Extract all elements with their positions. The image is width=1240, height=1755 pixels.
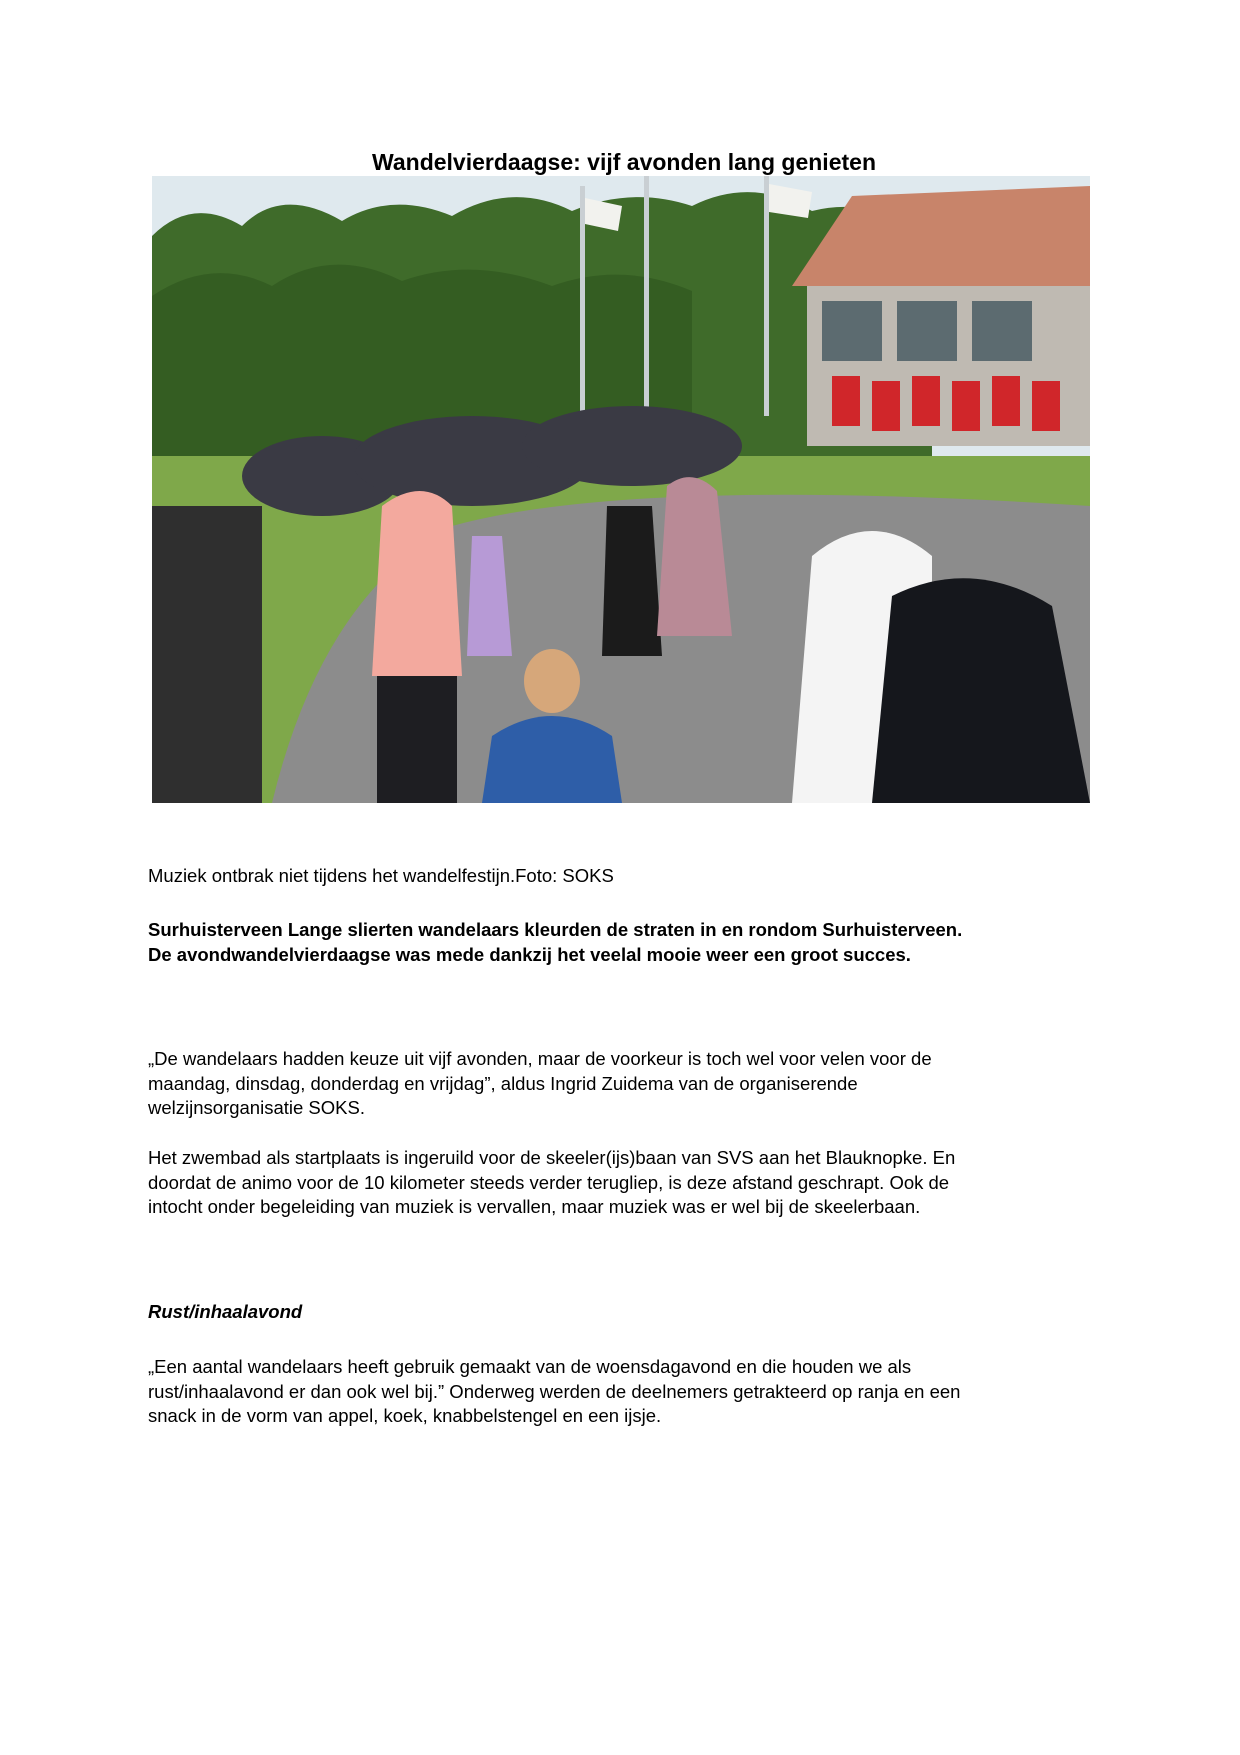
paragraph-1 bbox=[148, 1047, 1093, 1121]
paragraph-line: „De wandelaars hadden keuze uit vijf avonden, maar de voorkeur is toch wel voor velen voor de bbox=[148, 1048, 932, 1069]
paragraph-line: maandag, dinsdag, donderdag en vrijdag”, aldus Ingrid Zuidema van de organiserende bbox=[148, 1072, 858, 1094]
paragraph-line: rust/inhaalavond er dan ook wel bij.” Onderweg werden de deelnemers getrakteerd op ranja en een bbox=[148, 1380, 961, 1402]
paragraph-3 bbox=[148, 1355, 1093, 1429]
lead-line: Surhuisterveen Lange slierten wandelaars kleurden de straten in en rondom Surhuisterveen. bbox=[148, 919, 963, 940]
paragraph-2 bbox=[148, 1146, 1093, 1220]
paragraph-line: doordat de animo voor de 10 kilometer steeds verder terugliep, is deze afstand geschrapt. Ook de bbox=[148, 1171, 950, 1193]
lead-line: De avondwandelvierdaagse was mede dankzij het veelal mooie weer een groot succes. bbox=[148, 943, 911, 965]
article-photo bbox=[152, 176, 1090, 803]
subheading: Rust/inhaalavond bbox=[148, 1301, 303, 1322]
photo-caption: Muziek ontbrak niet tijdens het wandelfestijn.Foto: SOKS bbox=[148, 865, 614, 886]
paragraph-line: intocht onder begeleiding van muziek is vervallen, maar muziek was er wel bij de skeelerbaan. bbox=[148, 1196, 921, 1217]
article-title: Wandelvierdaagse: vijf avonden lang genieten bbox=[372, 149, 876, 175]
paragraph-line: welzijnsorganisatie SOKS. bbox=[148, 1097, 365, 1118]
paragraph-line: snack in de vorm van appel, koek, knabbelstengel en een ijsje. bbox=[148, 1405, 662, 1426]
paragraph-line: Het zwembad als startplaats is ingeruild voor de skeeler(ijs)baan van SVS aan het Blauknopke. En bbox=[148, 1147, 956, 1168]
crowd-walking-photo-icon bbox=[152, 176, 1090, 803]
paragraph-line: „Een aantal wandelaars heeft gebruik gemaakt van de woensdagavond en die houden we als bbox=[148, 1356, 912, 1377]
article-lead bbox=[148, 918, 1093, 967]
